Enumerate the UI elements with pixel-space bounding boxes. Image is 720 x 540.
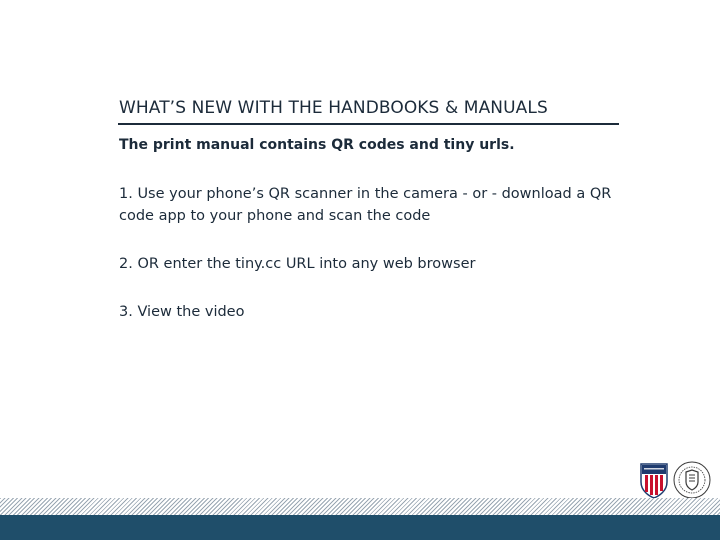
step-2-text: 2. OR enter the tiny.cc URL into any web browser: [119, 256, 476, 272]
footer-bar: [0, 515, 720, 540]
slide-title: WHAT’S NEW WITH THE HANDBOOKS & MANUALS: [119, 98, 548, 118]
step-3-text: 3. View the video: [119, 304, 245, 320]
round-seal-logo: [672, 460, 712, 500]
intro-text: The print manual contains QR codes and tiny urls.: [119, 137, 515, 153]
step-1-text: 1. Use your phone’s QR scanner in the camera - or - download a QR code app to your phone and scan the code: [119, 186, 612, 224]
title-underline: [118, 123, 619, 125]
shield-logo: [638, 462, 670, 500]
footer-hatched-band: [0, 498, 720, 515]
